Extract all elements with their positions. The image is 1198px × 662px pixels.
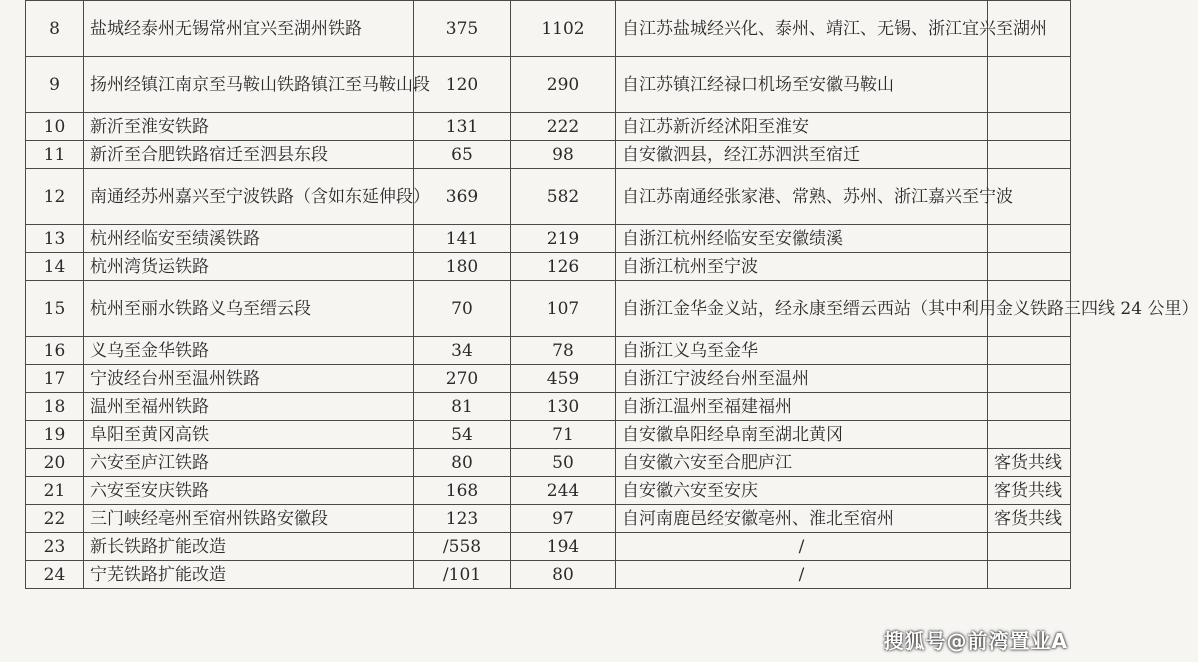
value-b: 194: [511, 533, 616, 561]
row-number: 24: [26, 561, 84, 589]
row-number: 13: [26, 225, 84, 253]
route-description: 自浙江义乌至金华: [616, 337, 988, 365]
row-number: 18: [26, 393, 84, 421]
row-number: 20: [26, 449, 84, 477]
route-name: 六安至安庆铁路: [84, 477, 414, 505]
route-name: 扬州经镇江南京至马鞍山铁路镇江至马鞍山段: [84, 57, 414, 113]
table-row: [26, 281, 1071, 337]
route-description: 自浙江杭州经临安至安徽绩溪: [616, 225, 988, 253]
route-name: 杭州经临安至绩溪铁路: [84, 225, 414, 253]
route-name: 新沂至合肥铁路宿迁至泗县东段: [84, 141, 414, 169]
route-name: 阜阳至黄冈高铁: [84, 421, 414, 449]
route-note: [988, 561, 1071, 589]
route-description: /: [616, 561, 988, 589]
route-description: 自浙江金华金义站，经永康至缙云西站（其中利用金义铁路三四线 24 公里）: [616, 281, 988, 337]
route-name: 南通经苏州嘉兴至宁波铁路（含如东延伸段）: [84, 169, 414, 225]
value-b: 1102: [511, 1, 616, 57]
route-note: 客货共线: [988, 505, 1071, 533]
value-b: 78: [511, 337, 616, 365]
table-row: [26, 113, 1071, 141]
value-a: /101: [414, 561, 511, 589]
route-name: 宁芜铁路扩能改造: [84, 561, 414, 589]
table-row: [26, 505, 1071, 533]
row-number: 19: [26, 421, 84, 449]
table-row: [26, 393, 1071, 421]
row-number: 11: [26, 141, 84, 169]
route-description: /: [616, 533, 988, 561]
value-b: 71: [511, 421, 616, 449]
value-b: 98: [511, 141, 616, 169]
row-number: 23: [26, 533, 84, 561]
table-row: [26, 1, 1071, 57]
value-b: 219: [511, 225, 616, 253]
value-a: 80: [414, 449, 511, 477]
value-a: 369: [414, 169, 511, 225]
table-row: [26, 57, 1071, 113]
table-row: [26, 421, 1071, 449]
route-note: [988, 421, 1071, 449]
route-name: 六安至庐江铁路: [84, 449, 414, 477]
value-b: 244: [511, 477, 616, 505]
table-row: [26, 561, 1071, 589]
route-note: 客货共线: [988, 449, 1071, 477]
route-note: [988, 113, 1071, 141]
row-number: 21: [26, 477, 84, 505]
value-b: 80: [511, 561, 616, 589]
value-a: 54: [414, 421, 511, 449]
row-number: 22: [26, 505, 84, 533]
route-description: 自江苏南通经张家港、常熟、苏州、浙江嘉兴至宁波: [616, 169, 988, 225]
value-a: 375: [414, 1, 511, 57]
value-a: 120: [414, 57, 511, 113]
route-description: 自江苏盐城经兴化、泰州、靖江、无锡、浙江宜兴至湖州: [616, 1, 988, 57]
route-name: 三门峡经亳州至宿州铁路安徽段: [84, 505, 414, 533]
route-description: 自江苏镇江经禄口机场至安徽马鞍山: [616, 57, 988, 113]
route-name: 杭州湾货运铁路: [84, 253, 414, 281]
route-note: [988, 337, 1071, 365]
route-name: 新沂至淮安铁路: [84, 113, 414, 141]
row-number: 17: [26, 365, 84, 393]
value-a: 180: [414, 253, 511, 281]
row-number: 15: [26, 281, 84, 337]
route-description: 自安徽泗县，经江苏泗洪至宿迁: [616, 141, 988, 169]
route-description: 自浙江杭州至宁波: [616, 253, 988, 281]
row-number: 16: [26, 337, 84, 365]
value-a: 123: [414, 505, 511, 533]
route-note: [988, 141, 1071, 169]
value-a: 81: [414, 393, 511, 421]
route-note: [988, 225, 1071, 253]
watermark-text: 搜狐号@前湾置业A: [883, 629, 1068, 653]
route-description: 自安徽六安至合肥庐江: [616, 449, 988, 477]
value-a: 34: [414, 337, 511, 365]
route-description: 自安徽阜阳经阜南至湖北黄冈: [616, 421, 988, 449]
value-b: 97: [511, 505, 616, 533]
route-name: 温州至福州铁路: [84, 393, 414, 421]
row-number: 12: [26, 169, 84, 225]
value-b: 582: [511, 169, 616, 225]
row-number: 14: [26, 253, 84, 281]
route-name: 新长铁路扩能改造: [84, 533, 414, 561]
value-a: /558: [414, 533, 511, 561]
value-b: 459: [511, 365, 616, 393]
route-note: [988, 253, 1071, 281]
table-row: [26, 169, 1071, 225]
row-number: 9: [26, 57, 84, 113]
route-description: 自浙江宁波经台州至温州: [616, 365, 988, 393]
value-a: 131: [414, 113, 511, 141]
value-a: 141: [414, 225, 511, 253]
table-row: [26, 337, 1071, 365]
value-b: 107: [511, 281, 616, 337]
value-a: 168: [414, 477, 511, 505]
route-note: [988, 57, 1071, 113]
value-a: 65: [414, 141, 511, 169]
route-note: [988, 365, 1071, 393]
route-name: 宁波经台州至温州铁路: [84, 365, 414, 393]
table-row: [26, 253, 1071, 281]
route-name: 义乌至金华铁路: [84, 337, 414, 365]
table-body: [26, 1, 1198, 589]
row-number: 10: [26, 113, 84, 141]
route-description: 自河南鹿邑经安徽亳州、淮北至宿州: [616, 505, 988, 533]
value-b: 222: [511, 113, 616, 141]
table-row: [26, 449, 1071, 477]
route-note: [988, 533, 1071, 561]
value-b: 126: [511, 253, 616, 281]
table-row: [26, 477, 1071, 505]
value-a: 270: [414, 365, 511, 393]
table-row: [26, 533, 1071, 561]
value-b: 290: [511, 57, 616, 113]
table-row: [26, 365, 1071, 393]
table-row: [26, 141, 1071, 169]
value-b: 130: [511, 393, 616, 421]
route-name: 杭州至丽水铁路义乌至缙云段: [84, 281, 414, 337]
value-a: 70: [414, 281, 511, 337]
row-number: 8: [26, 1, 84, 57]
route-note: [988, 393, 1071, 421]
table-row: [26, 225, 1071, 253]
value-b: 50: [511, 449, 616, 477]
route-description: 自浙江温州至福建福州: [616, 393, 988, 421]
railway-table: [25, 0, 1198, 589]
route-description: 自江苏新沂经沭阳至淮安: [616, 113, 988, 141]
route-name: 盐城经泰州无锡常州宜兴至湖州铁路: [84, 1, 414, 57]
route-note: 客货共线: [988, 477, 1071, 505]
route-description: 自安徽六安至安庆: [616, 477, 988, 505]
